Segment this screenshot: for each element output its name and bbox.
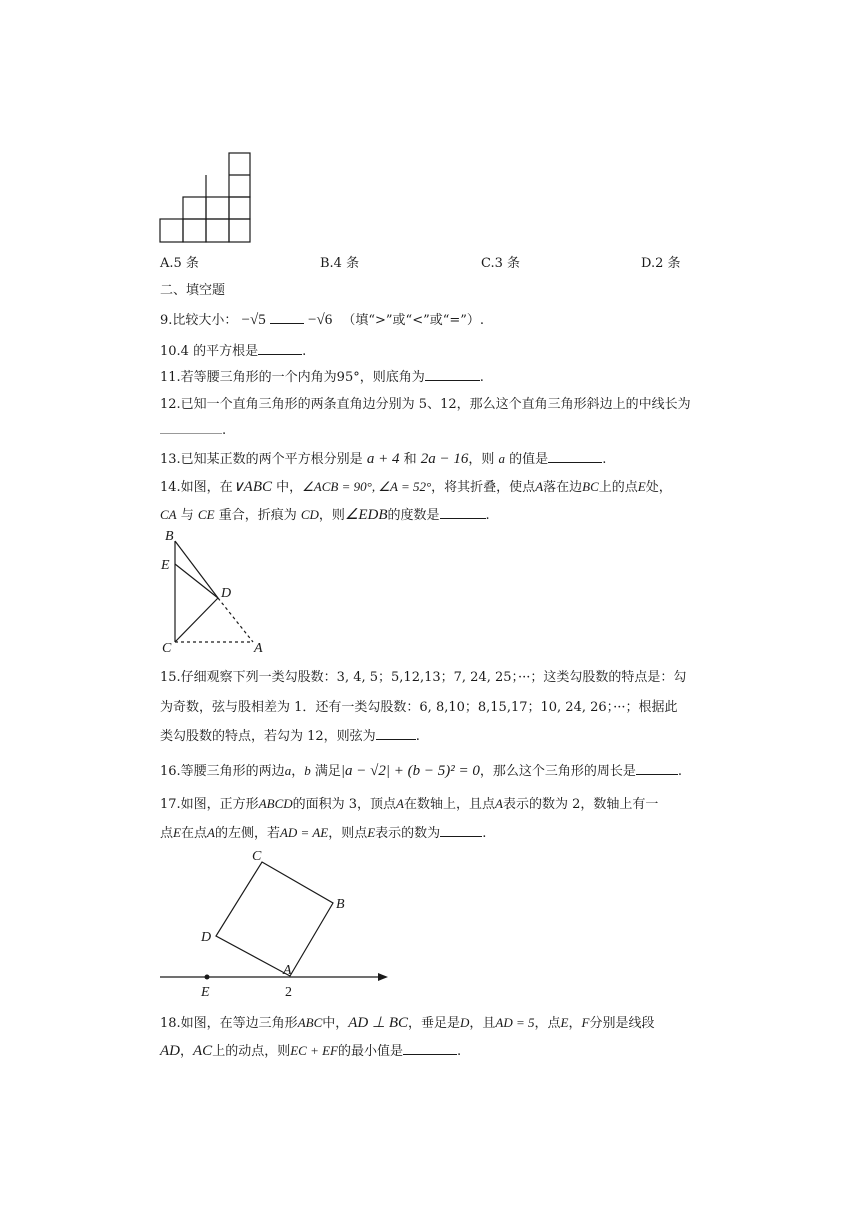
q18-text-i: 上的动点，则 xyxy=(212,1044,291,1059)
q17-label-e: E xyxy=(201,985,210,1000)
q14-text-degree: 的度数是 xyxy=(387,508,440,523)
section-heading: 二、填空题 xyxy=(160,283,226,298)
q12-end: . xyxy=(222,423,227,438)
q12-line1: 12.已知一个直角三角形的两条直角边分别为 5、12，那么这个直角三角形斜边上的中线长为 xyxy=(160,397,691,412)
q14-triangle: ∨ABC xyxy=(232,479,272,495)
q14-point-e: E xyxy=(637,479,646,494)
q13-end: . xyxy=(602,452,607,467)
q18-point-f: F xyxy=(581,1015,590,1030)
q18-line1 xyxy=(160,1012,654,1032)
q14-line2 xyxy=(160,504,490,524)
q17-point-e2: E xyxy=(367,825,376,840)
q15-line3 xyxy=(160,725,420,744)
q15-answer-blank[interactable] xyxy=(376,727,416,740)
q16-answer-blank[interactable] xyxy=(636,762,678,775)
q10-text: 10.4 的平方根是 xyxy=(160,344,259,359)
q12-answer-blank[interactable] xyxy=(160,421,222,434)
q17-label-two: 2 xyxy=(285,985,292,1000)
option-a: A.5 条 xyxy=(160,256,199,271)
q17-text-h: ，则点 xyxy=(328,826,368,841)
q17-point-a: A xyxy=(396,796,404,811)
q13-expr2: 2a − 16 xyxy=(420,451,469,467)
q17-label-d: D xyxy=(201,930,212,945)
q14-text-crease: 重合，折痕为 xyxy=(218,508,297,523)
q17-line2 xyxy=(160,822,486,841)
q17-point-a3: A xyxy=(206,825,215,840)
question-10 xyxy=(160,340,306,359)
q9-answer-blank[interactable] xyxy=(270,311,304,324)
q18-ac: AC xyxy=(193,1043,213,1059)
q18-text-f: ， xyxy=(568,1016,582,1031)
q13-text-c: ，则 xyxy=(468,452,495,467)
q17-text-f: 在点 xyxy=(180,826,207,841)
q18-text-e: ，点 xyxy=(534,1016,561,1031)
q15-text: 类勾股数的特点，若勾为 12，则弦为 xyxy=(160,729,376,744)
q17-point-e: E xyxy=(173,825,181,840)
q11-end: . xyxy=(479,370,484,385)
q18-triangle: ABC xyxy=(297,1015,323,1030)
q17-equation: AD = AE xyxy=(279,825,329,840)
q13-expr1: a + 4 xyxy=(366,451,400,467)
q9-left-expr: −√5 xyxy=(241,312,266,328)
option-d: D.2 条 xyxy=(641,256,681,271)
q8-grid-figure xyxy=(158,152,254,244)
q18-point-d: D xyxy=(460,1015,470,1030)
q18-end: . xyxy=(457,1044,462,1059)
q18-text-g: 分别是线段 xyxy=(589,1016,655,1031)
q14-text-f: 处， xyxy=(645,480,672,495)
q17-text-c: 在数轴上，且点 xyxy=(404,797,496,812)
q14-text-d: 落在边 xyxy=(543,480,583,495)
q12-line2 xyxy=(160,421,226,438)
q17-point-a2: A xyxy=(495,796,503,811)
q17-text-e: 点 xyxy=(160,826,174,841)
q16-var-b: b xyxy=(304,763,311,778)
option-b: B.4 条 xyxy=(320,256,360,271)
q11-answer-blank[interactable] xyxy=(425,368,480,381)
q14-label-c: C xyxy=(162,641,172,656)
q14-label-b: B xyxy=(165,529,174,544)
option-c: C.3 条 xyxy=(481,256,521,271)
q18-text-c: ，垂足是 xyxy=(408,1016,461,1031)
q18-text-a: 18.如图，在等边三角形 xyxy=(160,1016,298,1031)
q17-text-g: 的左侧，若 xyxy=(214,826,280,841)
q9-number: 9.比较大小： xyxy=(160,313,238,328)
q18-perp: AD ⊥ BC xyxy=(348,1015,408,1031)
q14-line1 xyxy=(160,476,672,496)
q18-text-h: ， xyxy=(180,1044,194,1059)
q17-label-c: C xyxy=(252,849,262,864)
q16-end: . xyxy=(677,764,682,779)
question-13 xyxy=(160,448,606,468)
q13-var-a: a xyxy=(498,451,506,466)
q15-line1: 15.仔细观察下列一类勾股数：3, 4, 5；5,12,13；7, 24, 25；···；这类勾股数的特点是：勾 xyxy=(160,670,687,685)
q18-line2 xyxy=(160,1040,461,1060)
q16-text-b: 满足 xyxy=(314,764,341,779)
q13-text-d: 的值是 xyxy=(509,452,549,467)
q14-label-a: A xyxy=(254,641,263,656)
question-16 xyxy=(160,760,682,780)
q9-hint: （填“>”或“<”或“=”）. xyxy=(342,313,485,328)
q14-label-d: D xyxy=(221,586,232,601)
q13-answer-blank[interactable] xyxy=(548,450,602,463)
q14-text-a: 14.如图，在 xyxy=(160,480,233,495)
q14-label-e: E xyxy=(161,558,170,573)
q18-length: AD = 5 xyxy=(495,1015,535,1030)
q14-cd: CD xyxy=(300,507,319,522)
q14-ce: CE xyxy=(197,507,215,522)
q14-text-then: ，则 xyxy=(318,508,345,523)
q17-text-d: 表示的数为 2，数轴上有一 xyxy=(502,797,659,812)
q18-answer-blank[interactable] xyxy=(403,1042,457,1055)
number-line-arrow-icon xyxy=(378,973,388,981)
q14-seg-bc: BC xyxy=(582,479,599,494)
q16-var-a: a xyxy=(284,763,292,778)
q16-sep: ， xyxy=(291,764,305,779)
q14-end: . xyxy=(485,508,490,523)
question-11 xyxy=(160,366,484,385)
q10-answer-blank[interactable] xyxy=(258,342,302,355)
q18-text-j: 的最小值是 xyxy=(337,1044,403,1059)
q13-text-b: 和 xyxy=(403,452,417,467)
q18-text-b: 中， xyxy=(322,1016,349,1031)
q10-end: . xyxy=(302,344,307,359)
q11-text: 11.若等腰三角形的一个内角为95°，则底角为 xyxy=(160,370,425,385)
q17-text-i: 表示的数为 xyxy=(375,826,441,841)
q13-text-a: 13.已知某正数的两个平方根分别是 xyxy=(160,452,363,467)
q17-text-b: 的面积为 3，顶点 xyxy=(292,797,397,812)
q18-sum: EC + EF xyxy=(290,1043,338,1058)
q14-point-a: A xyxy=(535,479,544,494)
q18-text-d: ，且 xyxy=(469,1016,496,1031)
q17-line1 xyxy=(160,793,658,812)
q14-text-e: 上的点 xyxy=(598,480,638,495)
question-9 xyxy=(160,309,484,329)
q17-square: ABCD xyxy=(258,796,293,811)
q14-triangle-figure xyxy=(158,528,268,656)
q14-text-b: 中， xyxy=(276,480,303,495)
q17-text-a: 17.如图，正方形 xyxy=(160,797,259,812)
q16-text-a: 16.等腰三角形的两边 xyxy=(160,764,285,779)
q14-condition: ∠ACB = 90°, ∠A = 52° xyxy=(302,479,432,494)
q16-text-c: ，那么这个三角形的周长是 xyxy=(479,764,636,779)
q16-expression: |a − √2| + (b − 5)² = 0 xyxy=(340,763,480,779)
q14-text-and: 与 xyxy=(180,508,194,523)
q14-answer-blank[interactable] xyxy=(440,506,486,519)
q17-square-figure xyxy=(158,846,398,998)
q17-point-e-dot xyxy=(205,975,210,980)
q18-ad: AD xyxy=(160,1043,180,1059)
q14-angle-edb: ∠EDB xyxy=(344,507,388,523)
q14-ca: CA xyxy=(160,507,177,522)
q17-end: . xyxy=(482,826,487,841)
q17-label-a: A xyxy=(283,963,292,978)
q14-text-c: ，将其折叠，使点 xyxy=(431,480,536,495)
q15-line2: 为奇数，弦与股相差为 1．还有一类勾股数：6, 8,10；8,15,17；10, 24, 26；···；根据此 xyxy=(160,700,678,715)
q17-label-b: B xyxy=(336,897,345,912)
q9-right-expr: −√6 xyxy=(308,312,333,328)
q15-end: . xyxy=(415,729,420,744)
q18-point-e: E xyxy=(560,1015,569,1030)
q17-answer-blank[interactable] xyxy=(440,824,482,837)
